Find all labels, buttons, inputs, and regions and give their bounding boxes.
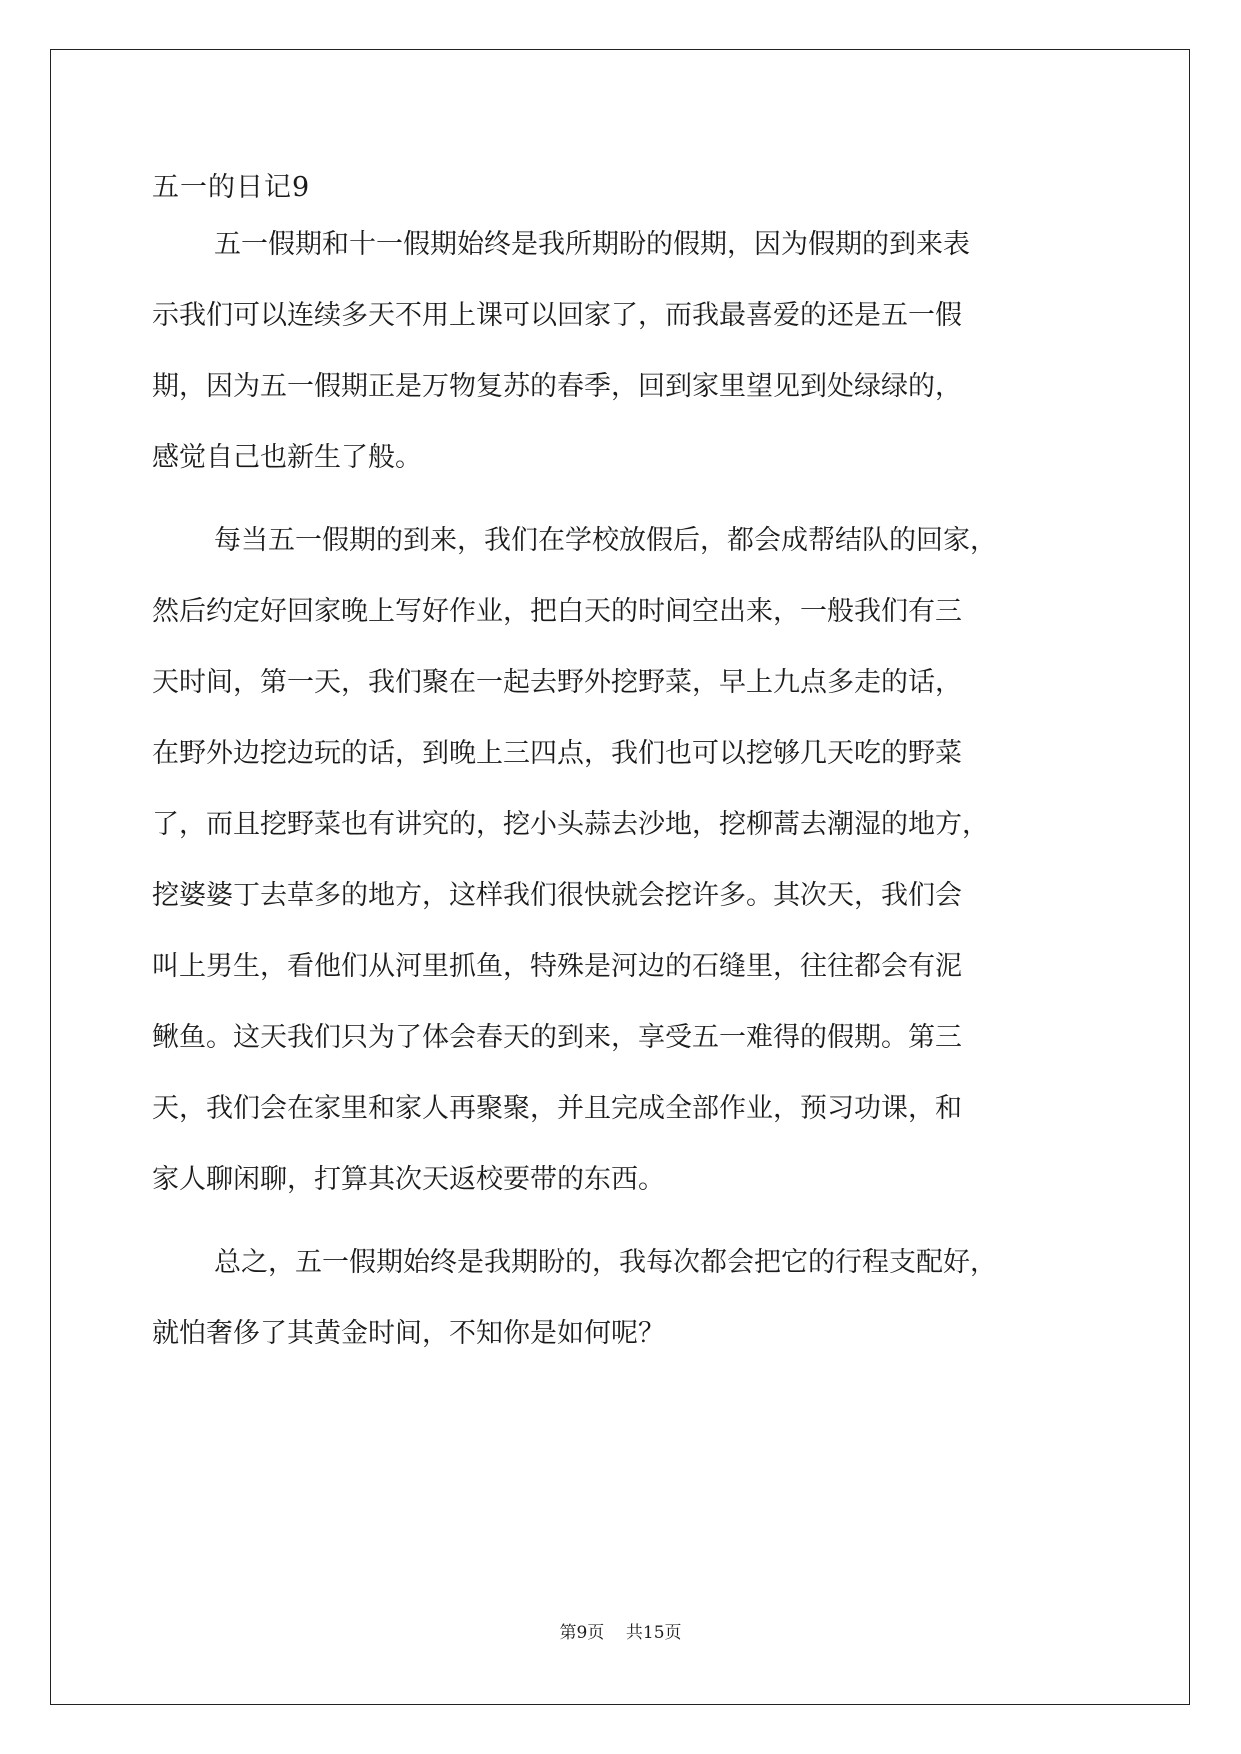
paragraph-2-line-2: 然后约定好回家晚上写好作业，把白天的时间空出来，一般我们有三 xyxy=(152,596,962,627)
paragraph-2-line-4: 在野外边挖边玩的话，到晚上三四点，我们也可以挖够几天吃的野菜 xyxy=(152,738,962,769)
page-footer xyxy=(0,1621,1241,1645)
paragraph-2-line-6: 挖婆婆丁去草多的地方，这样我们很快就会挖许多。其次天，我们会 xyxy=(152,880,962,911)
paragraph-2-line-8: 鳅鱼。这天我们只为了体会春天的到来，享受五一难得的假期。第三 xyxy=(152,1022,962,1053)
page-number: 第9页 xyxy=(559,1623,605,1643)
paragraph-2-line-5: 了，而且挖野菜也有讲究的，挖小头蒜去沙地，挖柳蒿去潮湿的地方， xyxy=(152,809,989,840)
paragraph-1-line-1: 五一假期和十一假期始终是我所期盼的假期，因为假期的到来表 xyxy=(214,229,970,260)
paragraph-1-line-3: 期，因为五一假期正是万物复苏的春季，回到家里望见到处绿绿的， xyxy=(152,371,962,402)
paragraph-2-line-10: 家人聊闲聊，打算其次天返校要带的东西。 xyxy=(152,1164,665,1195)
paragraph-2-line-9: 天，我们会在家里和家人再聚聚，并且完成全部作业，预习功课，和 xyxy=(152,1093,962,1124)
paragraph-2-line-7: 叫上男生，看他们从河里抓鱼，特殊是河边的石缝里，往往都会有泥 xyxy=(152,951,962,982)
page-total: 共15页 xyxy=(625,1623,682,1643)
paragraph-2-line-1: 每当五一假期的到来，我们在学校放假后，都会成帮结队的回家， xyxy=(214,525,997,556)
paragraph-3-line-1: 总之，五一假期始终是我期盼的，我每次都会把它的行程支配好， xyxy=(214,1247,997,1278)
paragraph-1-line-2: 示我们可以连续多天不用上课可以回家了，而我最喜爱的还是五一假 xyxy=(152,300,962,331)
document-title: 五一的日记9 xyxy=(152,172,311,203)
paragraph-3-line-2: 就怕奢侈了其黄金时间，不知你是如何呢？ xyxy=(152,1318,665,1349)
paragraph-1-line-4: 感觉自己也新生了般。 xyxy=(152,442,422,473)
paragraph-2-line-3: 天时间，第一天，我们聚在一起去野外挖野菜，早上九点多走的话， xyxy=(152,667,962,698)
